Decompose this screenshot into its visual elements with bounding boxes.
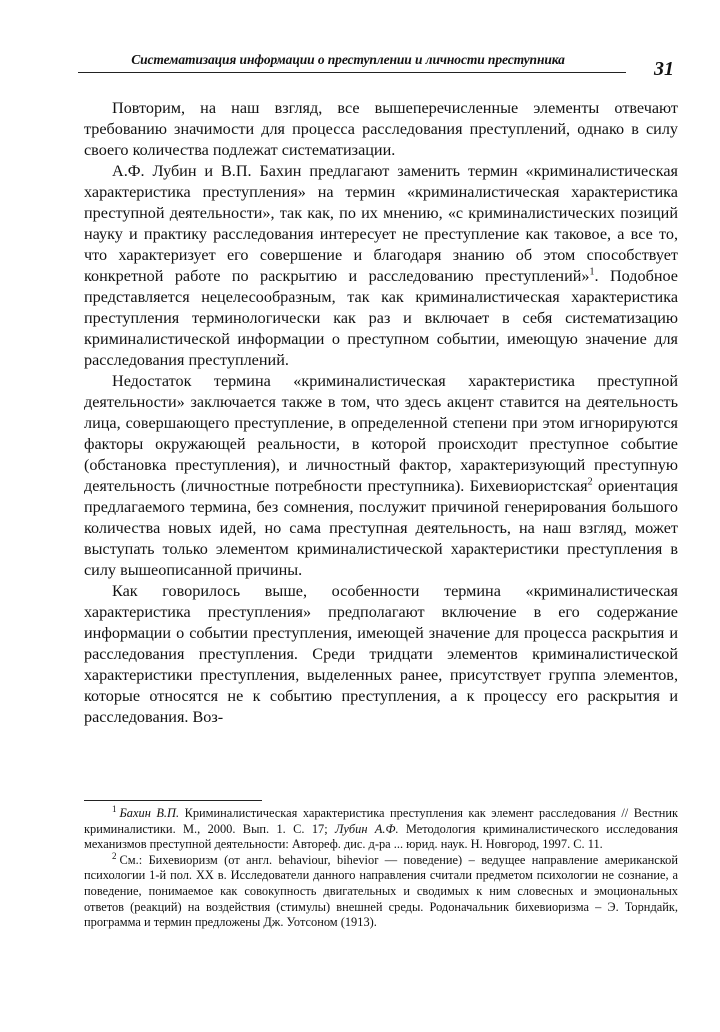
main-text [84, 98, 678, 728]
paragraph: Повторим, на наш взгляд, все вышеперечисленные элементы отвечают требованию значимости для процесса расследования преступлений, однако в силу своего количества подлежат систематизации. [84, 99, 678, 159]
footnote-mark: 2 [112, 850, 117, 861]
running-title: Систематизация информации о преступлении и личности преступника [131, 52, 565, 67]
paragraph: Недостаток термина «криминалистическая характеристика преступной деятельности» заключается также в том, что здесь акцент ставится на деятельность лица, совершающего преступление, в определенной степени при этом игнорируются факторы окружающей реальности, в которой происходит преступное событие (обстановка преступления), и личностный фактор, характеризующий преступную деятельность (личностные потребности преступника). Бихевиористская$^2$ ориентация предлагаемого термина, без сомнения, послужит причиной генерирования большого количества новых идей, но сама преступная деятельность, на наш взгляд, может выступать только элементом криминалистической характеристики преступления в силу вышеописанной причины. [84, 372, 678, 579]
page-header [78, 52, 682, 92]
page-number: 31 [654, 58, 674, 80]
footnote-ref: 2 [587, 476, 593, 488]
paragraph: Как говорилось выше, особенности термина «криминалистическая характеристика преступления» предполагают включение в его содержание информации о событии преступления, имеющей значение для процесса раскрытия и расследования преступления. Среди тридцати элементов криминалистической характеристики преступления, выделенных ранее, присутствует группа элементов, которые относятся не к событию преступления, а к процессу его раскрытия и расследования. Воз- [84, 582, 678, 726]
paragraph: А.Ф. Лубин и В.П. Бахин предлагают заменить термин «криминалистическая характеристика преступления» на термин «криминалистическая характеристика преступной деятельности», так как, по их мнению, «с криминалистических позиций науку и практику расследования интересует не преступление как таковое, а все то, что характеризует его совершение и благодаря знанию об этом способствует конкретной работе по раскрытию и расследованию преступлений»$^1$. Подобное представляется нецелесообразным, так как криминалистическая характеристика преступления терминологически как раз и включает в себя систематизацию криминалистической информации о преступном событии, имеющую значение для расследования преступлений. [84, 162, 678, 369]
footnote-separator [84, 800, 262, 801]
footnote-1: $^1$ Бахин В.П. Криминалистическая характеристика преступления как элемент расследования // Вестник криминалистики. М., 2000. Вып. 1. С. 17; Лубин А.Ф. Методология криминалистического исследования механизмов преступной деятельности: Автореф. дис. д-ра ... юрид. наук. Н. Новгород, 1997. С. 11. [84, 803, 679, 852]
footnote-ref: 1 [589, 266, 595, 278]
footnote-2: $^2$ См.: Бихевиоризм (от англ. behaviour, bihevior — поведение) – ведущее направление американской психологии 1-й пол. XX в. Исследователи данного направления считали предметом психологии не сознание, а поведение, понимаемое как совокупность двигательных и сводимых к ним словесных и эмоциональных ответов (реакций) на воздействия (стимулы) внешней среды. Родоначальник бихевиоризма – Э. Торндайк, программа и термин предложены Дж. Уотсоном (1913). [84, 850, 678, 930]
footnote-author: Лубин А.Ф. [335, 821, 399, 836]
footnote-author: Бахин В.П. [119, 806, 180, 820]
footnote-mark: 1 [112, 803, 117, 814]
header-rule [78, 72, 626, 73]
footnotes [84, 803, 679, 931]
